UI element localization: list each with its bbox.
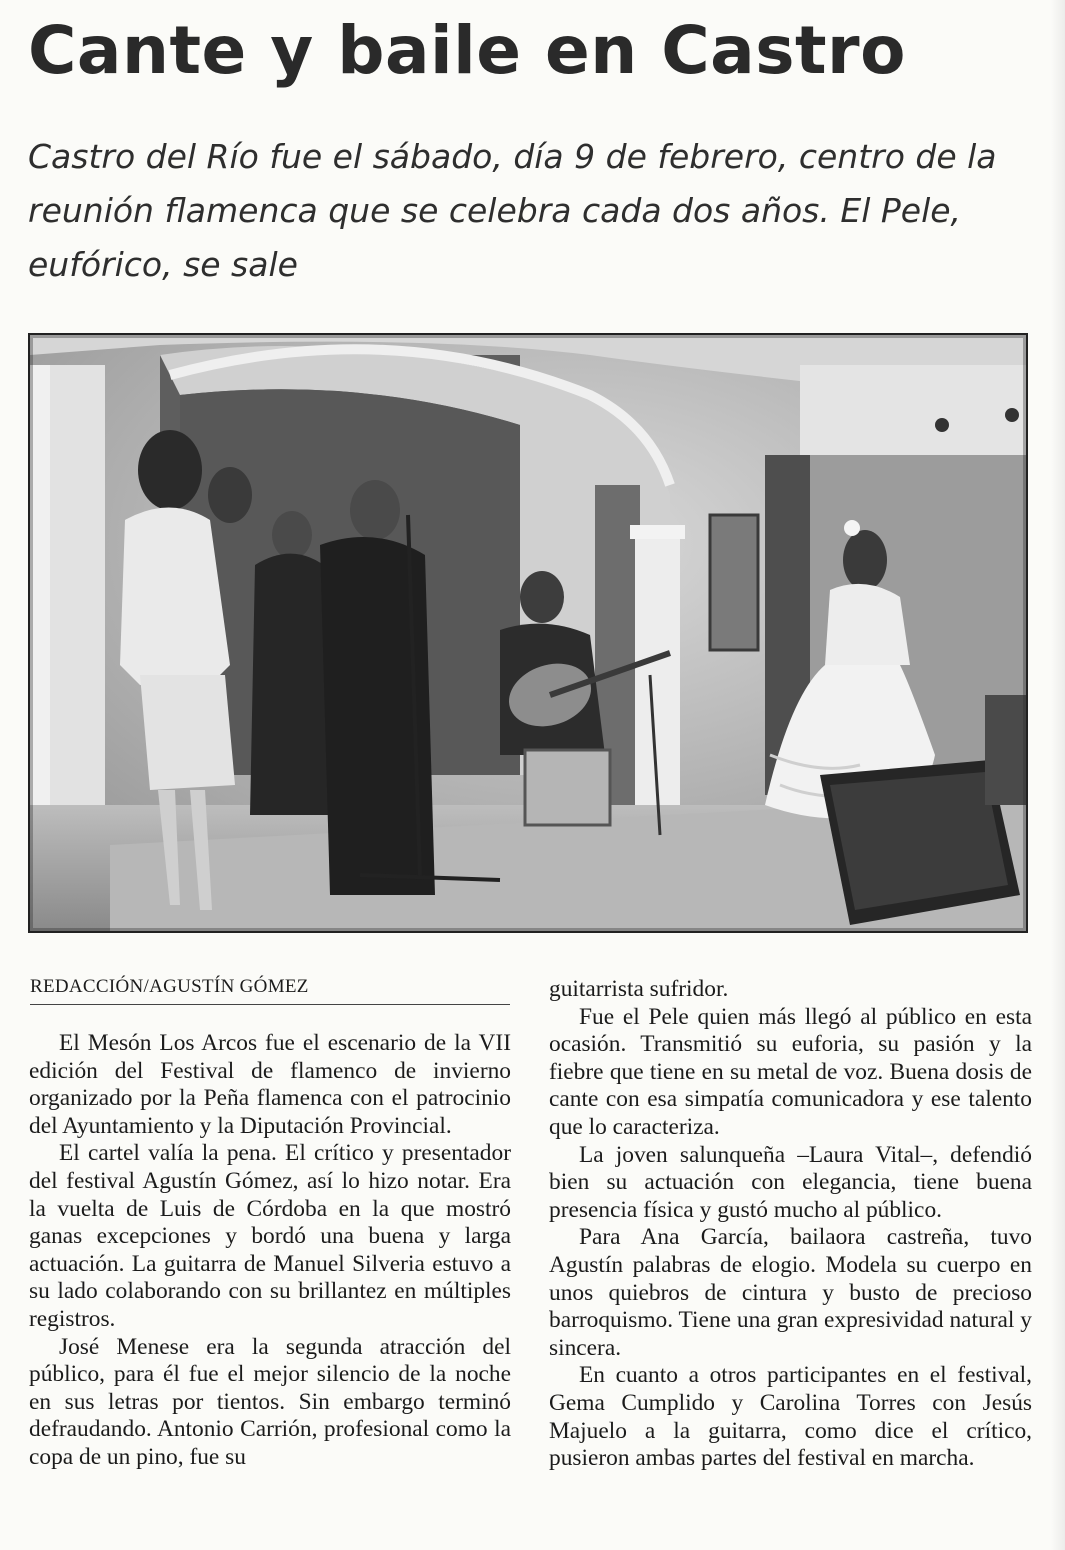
paragraph: En cuanto a otros participantes en el festival, Gema Cumplido y Carolina Torres con Jesús Majuelo a la guitarra, como dice el crítico, pusieron ambas partes del festival en marcha. [549,1362,1032,1472]
article-photo [28,333,1028,933]
paragraph: Fue el Pele quien más llegó al público en esta ocasión. Transmitió su euforia, su pasión y la fiebre que tiene en su metal de voz. Buena dosis de cante con esa simpatía comunicadora y ese talento que lo caracteriza. [549,1003,1032,1140]
subheadline: Castro del Río fue el sábado, día 9 de febrero, centro de la reunión flamenca que se celebra cada dos años. El Pele, eufórico, se sale [28,137,997,284]
paragraph: José Menese era la segunda atracción del público, para él fue el mejor silencio de la noche en sus letras por tientos. Sin embargo terminó defraudando. Antonio Carrión, profesional como la copa de un pino, fue su [29,1333,511,1470]
paragraph: El Mesón Los Arcos fue el escenario de la VII edición del Festival de flamenco de invierno organizado por la Peña flamenca con el patrocinio del Ayuntamiento y la Diputación Provincial. [29,1030,511,1139]
headline: Cante y baile en Castro [28,12,906,89]
article-column-right [549,976,1032,1473]
paragraph: La joven salunqueña –Laura Vital–, defendió bien su actuación con elegancia, tiene buena presencia física y gustó mucho al público. [549,1141,1032,1223]
paragraph: El cartel valía la pena. El crítico y presentador del festival Agustín Gómez, así lo hizo notar. Era la vuelta de Luis de Córdoba en la que mostró ganas excepciones y bordó una buena y larga actuación. La guitarra de Manuel Silveria estuvo a su lado colaborando con su brillantez en múltiples registros. [29,1140,511,1332]
flamenco-stage-photo [30,335,1026,931]
byline: REDACCIÓN/AGUSTÍN GÓMEZ [30,976,510,1005]
paragraph-continuation: guitarrista sufridor. [549,976,729,1002]
article-column-left [29,1030,511,1472]
scan-edge-shadow [1051,0,1065,1550]
paragraph: Para Ana García, bailaora castreña, tuvo Agustín palabras de elogio. Modela su cuerpo en unos quiebros de cintura y busto de precioso barroquismo. Tiene una gran expresividad natural y sincera. [549,1224,1032,1361]
